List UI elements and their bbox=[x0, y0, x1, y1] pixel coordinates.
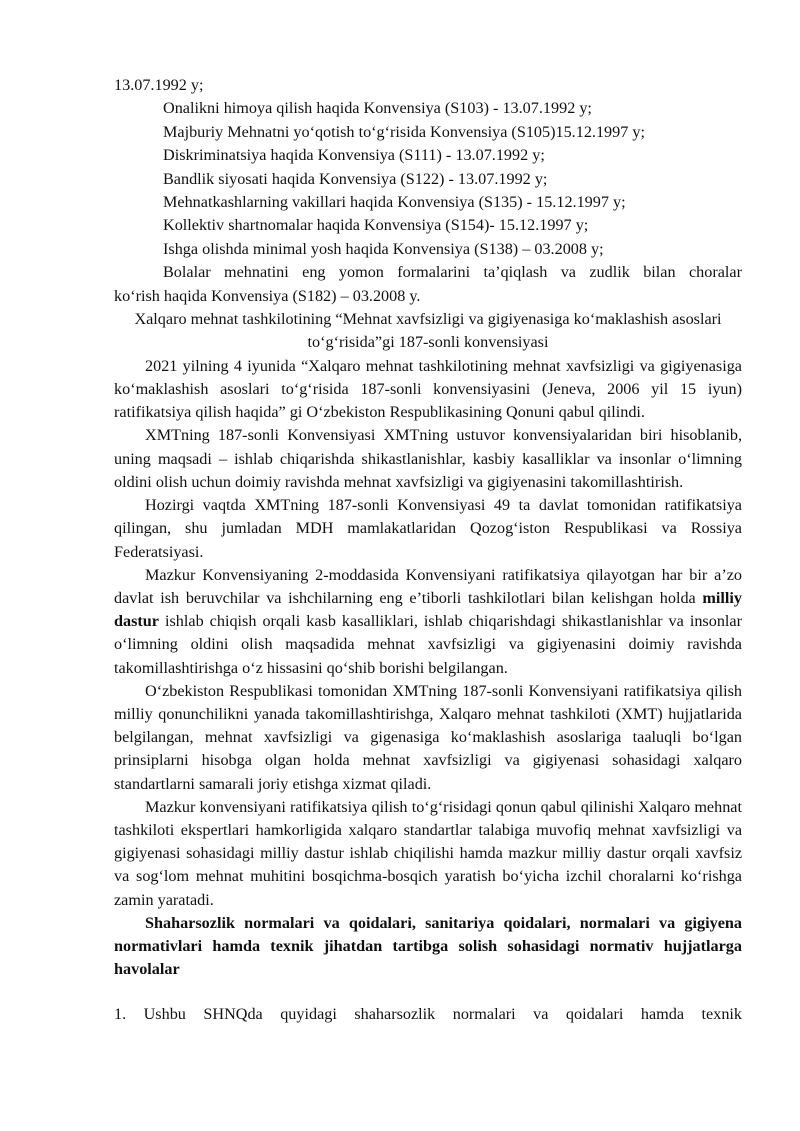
body-paragraph: XMTning 187-sonli Konvensiyasi XMTning ustuvor konvensiyalaridan biri hisoblanib, uning maqsadi – ishlab chiqarishda shikastlanishlar, kasbiy kasalliklar va insonlar o‘limning oldini olish uchun doimiy ravishda mehnat xavfsizligi va gigiyenasini takomillashtirish. bbox=[114, 426, 742, 491]
convention-item: Mehnatkashlarning vakillari haqida Konvensiya (S135) - 15.12.1997 y; bbox=[163, 193, 626, 212]
convention-187-heading: Xalqaro mehnat tashkilotining “Mehnat xavfsizligi va gigiyenasiga ko‘maklashish asoslari to‘g‘risida”gi 187-sonli konvensiyasi bbox=[134, 310, 722, 352]
date-tail: 13.07.1992 y; bbox=[114, 76, 204, 94]
body-paragraph: 2021 yilning 4 iyunida “Xalqaro mehnat tashkilotining mehnat xavfsizligi va gigiyenasiga ko‘maklashish asoslari to‘g‘risida 187-sonli konvensiyasini (Jeneva, 2006 yil 15 iyun) ratifikatsiya qilish haqida” gi O‘zbekiston Respublikasining Qonuni qabul qilindi. bbox=[114, 356, 742, 422]
convention-item: Bandlik siyosati haqida Konvensiya (S122) - 13.07.1992 y; bbox=[163, 169, 548, 188]
convention-item: Diskriminatsiya haqida Konvensiya (S111) - 13.07.1992 y; bbox=[163, 146, 545, 165]
convention-item: Ishga olishda minimal yosh haqida Konvensiya (S138) – 03.2008 y; bbox=[163, 239, 604, 258]
body-paragraph: Mazkur konvensiyani ratifikatsiya qilish to‘g‘risidagi qonun qabul qilinishi Xalqaro mehnat tashkiloti ekspertlari hamkorligida xalqaro standartlar talabiga muvofiq mehnat xavfsizligi va gigiyenasi sohasidagi milliy dastur ishlab chiqilishi hamda mazkur milliy dastur orqali xavfsiz va sog‘lom mehnat muhitini bosqichma-bosqich yaratish bo‘yicha izchil choralarni ko‘rishga zamin yaratadi. bbox=[114, 797, 742, 909]
body-paragraph-article2 bbox=[114, 564, 742, 680]
spacer bbox=[114, 981, 742, 1003]
body-paragraph: Hozirgi vaqtda XMTning 187-sonli Konvensiyasi 49 ta davlat tomonidan ratifikatsiya qilingan, shu jumladan MDH mamlakatlaridan Qozog‘iston Respublikasi va Rossiya Federatsiyasi. bbox=[114, 496, 742, 561]
numbered-item: 1. Ushbu SHNQda quyidagi shaharsozlik normalari va qoidalari hamda texnik bbox=[114, 1005, 742, 1024]
section-heading: Shaharsozlik normalari va qoidalari, sanitariya qoidalari, normalari va gigiyena normativlari hamda texnik jihatdan tartibga solish sohasidagi normativ hujjatlarga havolalar bbox=[114, 913, 742, 979]
body-paragraph: O‘zbekiston Respublikasi tomonidan XMTning 187-sonli Konvensiyani ratifikatsiya qilish milliy qonunchilikni yanada takomillashtirishga, Xalqaro mehnat tashkiloti (XMT) hujjatlarida belgilangan, mehnat xavfsizligi va gigenasiga ko‘maklashish asoslariga taaluqli bo‘lgan prinsiplarni hisobga olgan holda mehnat xavfsizligi va gigiyenasi sohasidagi xalqaro standartlarni samarali joriy etishga xizmat qiladi. bbox=[114, 681, 742, 793]
convention-item: Kollektiv shartnomalar haqida Konvensiya (S154)- 15.12.1997 y; bbox=[163, 216, 589, 235]
convention-item-line2: ko‘rish haqida Konvensiya (S182) – 03.2008 y. bbox=[114, 286, 421, 305]
convention-item: Majburiy Mehnatni yo‘qotish to‘g‘risida Konvensiya (S105)15.12.1997 y; bbox=[163, 122, 645, 141]
convention-item: Onalikni himoya qilish haqida Konvensiya (S103) - 13.07.1992 y; bbox=[163, 99, 592, 118]
convention-item-line1: Bolalar mehnatini eng yomon formalarini ta’qiqlash va zudlik bilan choralar bbox=[163, 263, 742, 282]
bold-term: milliy dastur bbox=[114, 588, 742, 631]
text-after: ishlab chiqish orqali kasb kasalliklari, ishlab chiqarishdagi shikastlanishlar va insonlar o‘limning oldini olish maqsadida mehnat xavfsizligi va gigiyenasini doimiy ravishda takomillashtirishga o‘z hissasini qo‘shib borishi belgilangan. bbox=[114, 612, 742, 677]
text-before: Mazkur Konvensiyaning 2-moddasida Konvensiyani ratifikatsiya qilayotgan har bir a’zo davlat ish beruvchilar va ishchilarning eng e’tiborli tashkilotlari bilan kelishgan holda bbox=[114, 565, 742, 607]
